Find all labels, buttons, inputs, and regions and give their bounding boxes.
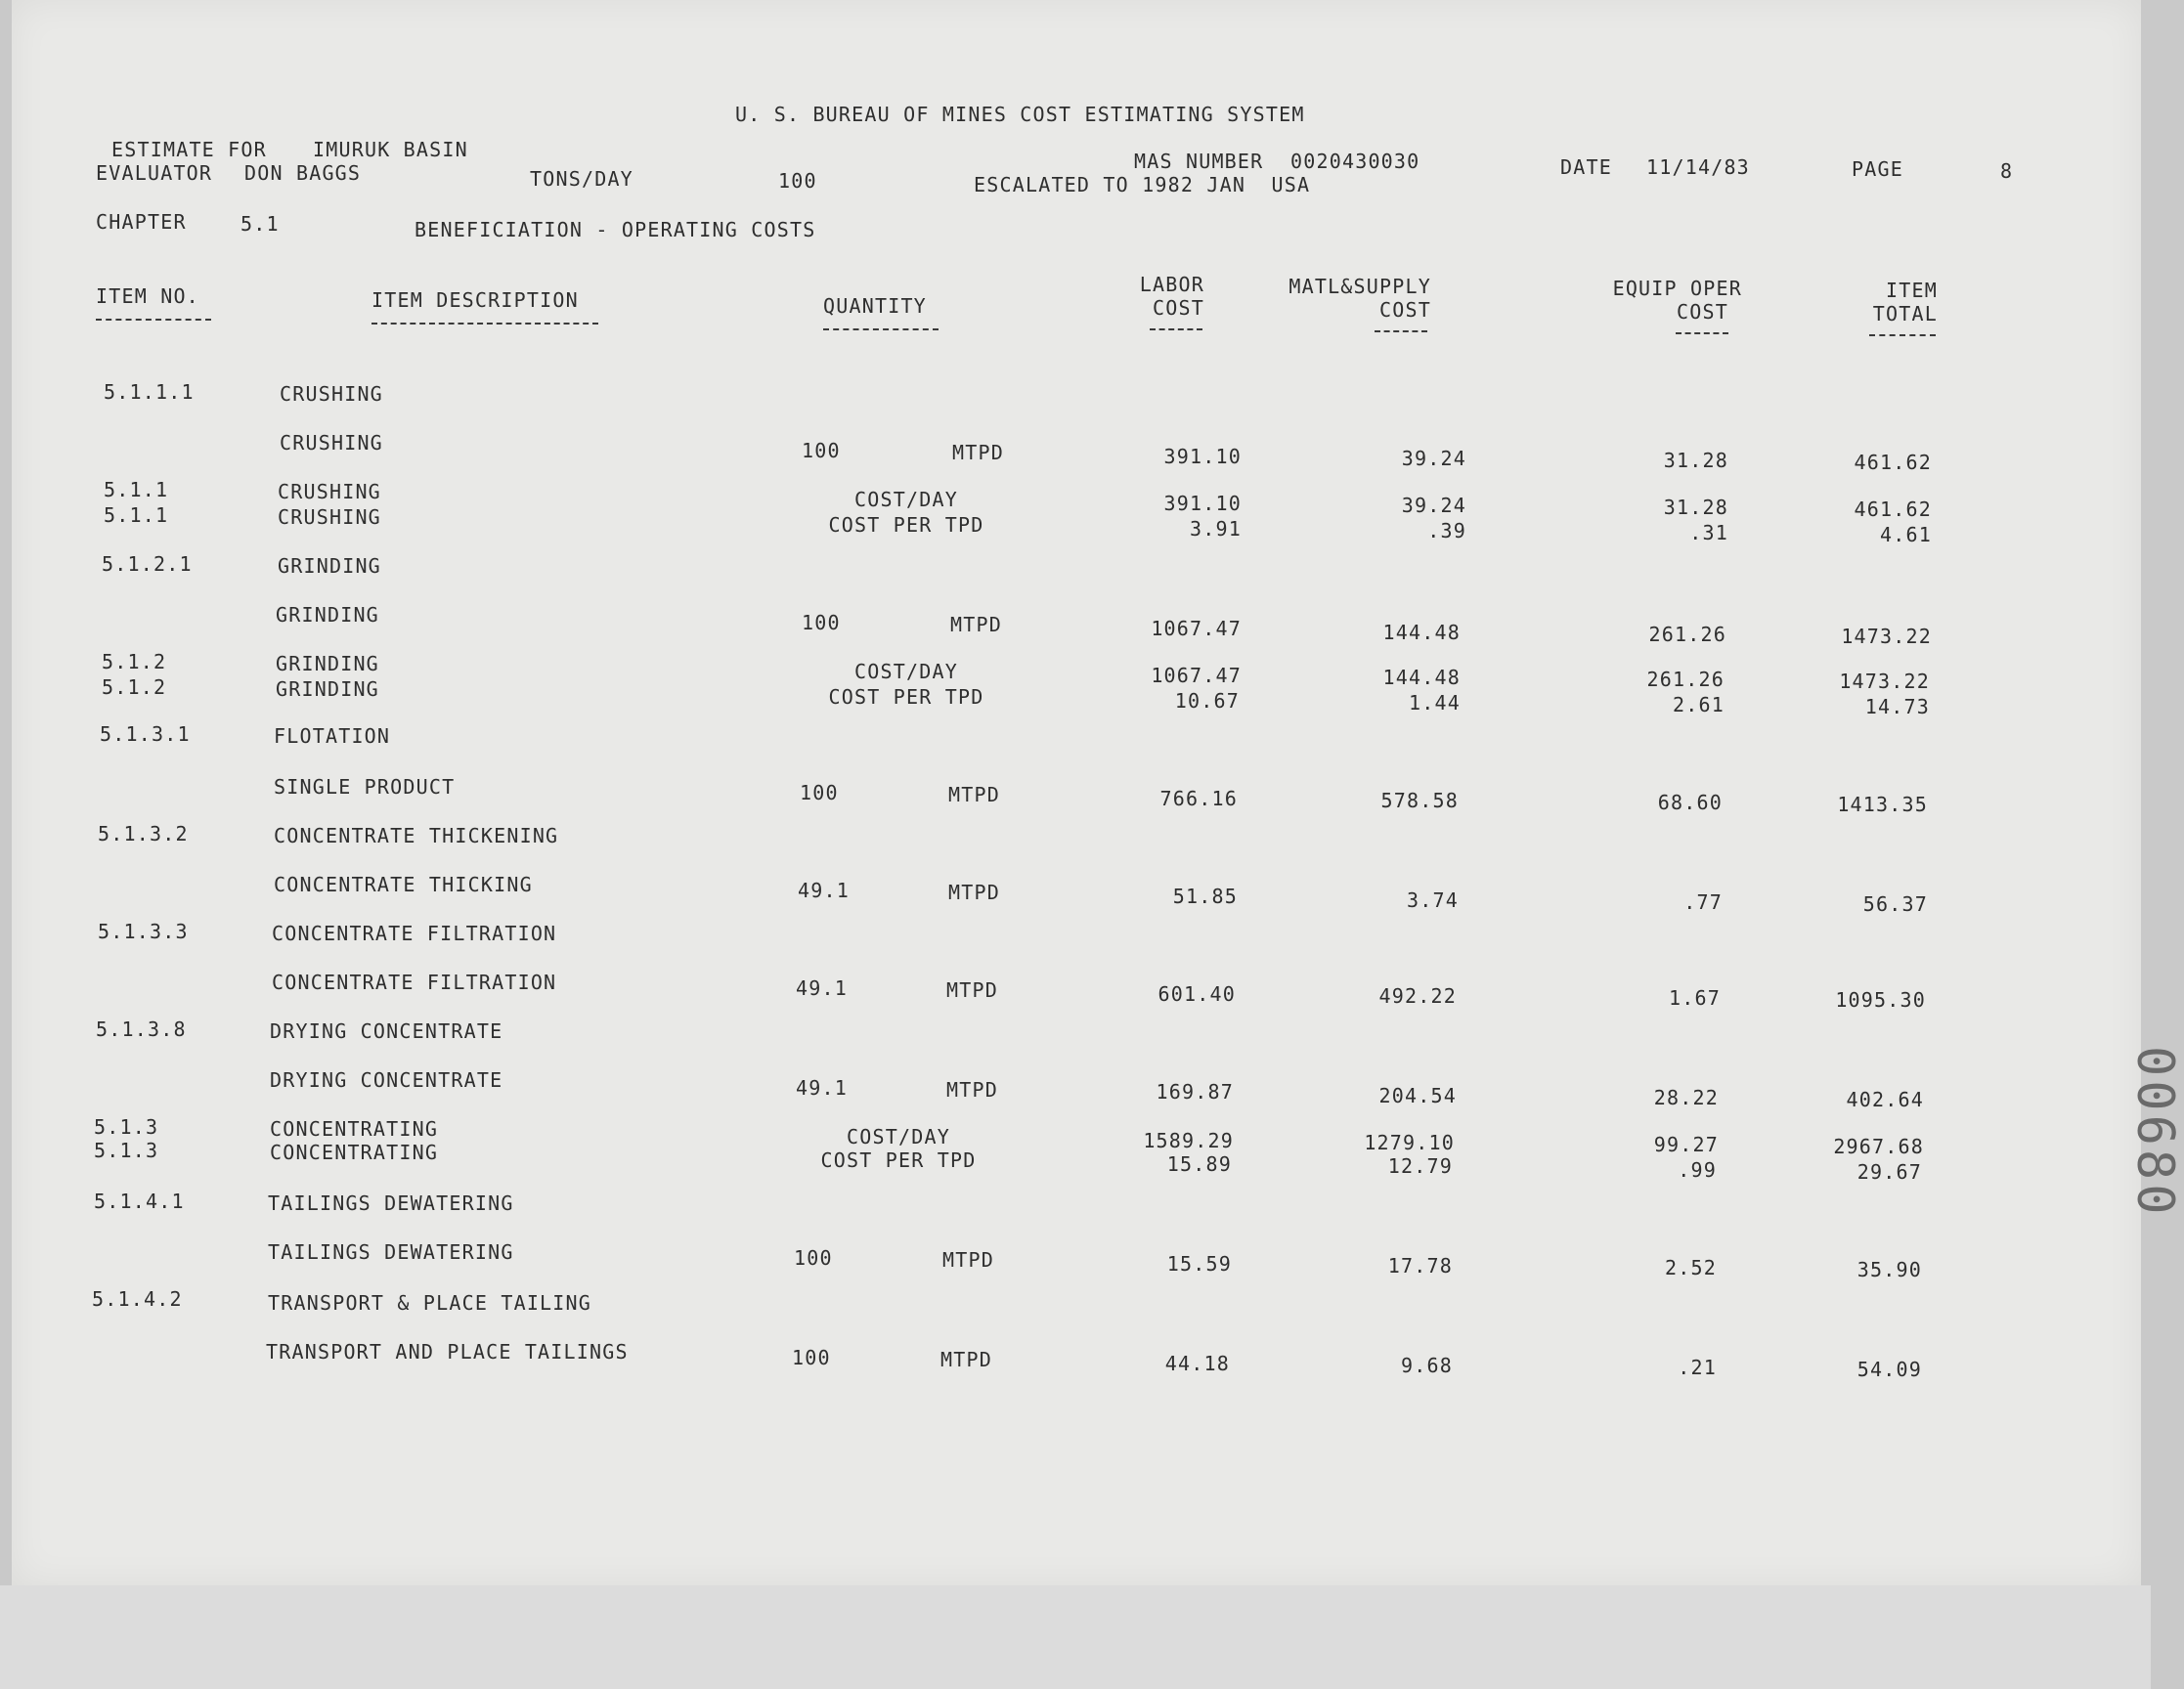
col-matl-line1: MATL&SUPPLY (1289, 275, 1431, 298)
row-description: CRUSHING (278, 480, 381, 503)
row-quantity: 49.1 (796, 976, 848, 1000)
row-description: GRINDING (278, 554, 381, 578)
row-matl-cost: 492.22 (1378, 984, 1457, 1008)
row-quantity: 100 (802, 439, 841, 462)
row-item-no: 5.1.3 (94, 1115, 159, 1139)
row-quantity: 100 (802, 611, 841, 634)
row-description: CONCENTRATING (270, 1141, 439, 1164)
row-description: GRINDING (276, 603, 379, 627)
row-item-no: 5.1.1 (104, 503, 169, 527)
row-labor-cost: 169.87 (1156, 1080, 1234, 1104)
row-labor-cost: 601.40 (1158, 982, 1236, 1006)
row-item-no: 5.1.2 (102, 675, 167, 699)
row-item-no: 5.1.3.8 (96, 1018, 187, 1041)
tons-day-value: 100 (778, 169, 817, 193)
row-item-no: 5.1.1.1 (104, 380, 195, 404)
chapter-label: CHAPTER (96, 210, 187, 234)
row-description: CONCENTRATING (270, 1117, 439, 1141)
evaluator-value: DON BAGGS (244, 161, 362, 185)
row-unit: MTPD (946, 1078, 998, 1102)
mas-number-label: MAS NUMBER (1134, 150, 1264, 173)
row-equip-cost: .99 (1678, 1158, 1717, 1182)
row-description: CRUSHING (280, 382, 383, 406)
row-quantity: 49.1 (798, 879, 850, 902)
col-matl-rule (1375, 330, 1427, 332)
row-unit: MTPD (948, 881, 1000, 904)
col-quantity: QUANTITY (823, 294, 927, 318)
row-item-total: 56.37 (1862, 892, 1928, 916)
side-stamp-number: 00680 (2125, 1046, 2184, 1219)
row-quantity: 100 (800, 781, 839, 804)
row-equip-cost: 261.26 (1646, 668, 1725, 691)
col-equip-line2: COST (1677, 300, 1728, 324)
col-equip-line1: EQUIP OPER (1612, 277, 1742, 300)
row-quantity: 49.1 (796, 1076, 848, 1100)
row-item-no: 5.1.3.3 (98, 920, 189, 943)
row-item-no: 5.1.2 (102, 650, 167, 673)
row-equip-cost: 68.60 (1657, 791, 1723, 814)
row-labor-cost: 766.16 (1159, 787, 1238, 810)
row-unit: MTPD (942, 1248, 994, 1272)
scan-background-strip (0, 1585, 2151, 1689)
chapter-title: BENEFICIATION - OPERATING COSTS (415, 218, 816, 241)
row-labor-cost: 391.10 (1163, 445, 1242, 468)
row-item-total: 4.61 (1880, 523, 1932, 546)
row-item-total: 1413.35 (1837, 793, 1928, 816)
row-equip-cost: 261.26 (1648, 623, 1726, 646)
row-matl-cost: 39.24 (1401, 494, 1466, 517)
col-total-rule (1869, 334, 1936, 336)
row-unit: MTPD (946, 978, 998, 1002)
row-description: SINGLE PRODUCT (274, 775, 456, 799)
estimate-for-value: IMURUK BASIN (313, 138, 468, 161)
system-title: U. S. BUREAU OF MINES COST ESTIMATING SYSTEM (735, 103, 1305, 126)
row-equip-cost: 2.52 (1665, 1256, 1717, 1279)
row-description: DRYING CONCENTRATE (270, 1019, 503, 1043)
col-labor-rule (1150, 328, 1202, 330)
row-matl-cost: 39.24 (1401, 447, 1466, 470)
row-cost-basis: COST/DAY (854, 660, 958, 683)
row-cost-basis: COST/DAY (854, 488, 958, 511)
col-labor-line2: COST (1153, 296, 1204, 320)
row-item-total: 1095.30 (1835, 988, 1926, 1012)
row-item-no: 5.1.3.1 (100, 722, 191, 746)
row-description: TRANSPORT AND PLACE TAILINGS (266, 1340, 629, 1364)
col-matl-line2: COST (1379, 298, 1431, 322)
row-item-total: 1473.22 (1839, 670, 1930, 693)
row-unit: MTPD (950, 613, 1002, 636)
row-item-no: 5.1.2.1 (102, 552, 193, 576)
row-description: CONCENTRATE THICKING (274, 873, 533, 896)
row-labor-cost: 15.89 (1166, 1152, 1232, 1176)
row-description: TAILINGS DEWATERING (268, 1240, 514, 1264)
row-cost-basis: COST PER TPD (820, 1148, 977, 1172)
row-item-total: 461.62 (1854, 451, 1932, 474)
row-labor-cost: 51.85 (1172, 885, 1238, 908)
row-labor-cost: 1067.47 (1151, 617, 1242, 640)
row-description: DRYING CONCENTRATE (270, 1068, 503, 1092)
col-item-no-rule (96, 319, 211, 321)
row-description: FLOTATION (274, 724, 391, 748)
row-item-no: 5.1.1 (104, 478, 169, 501)
col-item-description: ITEM DESCRIPTION (371, 288, 579, 312)
row-item-no: 5.1.4.1 (94, 1190, 185, 1213)
col-labor-line1: LABOR (1139, 273, 1204, 296)
col-item-no: ITEM NO. (96, 284, 199, 308)
row-matl-cost: 578.58 (1380, 789, 1459, 812)
row-description: GRINDING (276, 677, 379, 701)
row-matl-cost: 17.78 (1387, 1254, 1453, 1278)
col-item-description-rule (371, 323, 598, 325)
row-quantity: 100 (792, 1346, 831, 1369)
row-description: GRINDING (276, 652, 379, 675)
page-label: PAGE (1852, 157, 1903, 181)
col-total-line2: TOTAL (1872, 302, 1938, 325)
page-number: 8 (2000, 159, 2014, 183)
row-cost-basis: COST/DAY (847, 1125, 950, 1148)
row-description: CRUSHING (280, 431, 383, 455)
row-equip-cost: 31.28 (1663, 449, 1728, 472)
row-item-no: 5.1.3.2 (98, 822, 189, 845)
row-item-no: 5.1.3 (94, 1139, 159, 1162)
row-labor-cost: 10.67 (1174, 689, 1240, 713)
row-item-total: 54.09 (1856, 1358, 1922, 1381)
evaluator-label: EVALUATOR (96, 161, 213, 185)
date-label: DATE (1560, 155, 1612, 179)
row-unit: MTPD (952, 441, 1004, 464)
row-item-total: 402.64 (1846, 1088, 1924, 1111)
row-matl-cost: .39 (1427, 519, 1466, 542)
row-item-total: 29.67 (1856, 1160, 1922, 1184)
row-matl-cost: 9.68 (1401, 1354, 1453, 1377)
col-equip-rule (1676, 332, 1728, 334)
row-matl-cost: 3.74 (1407, 888, 1459, 912)
row-equip-cost: 31.28 (1663, 496, 1728, 519)
row-item-total: 35.90 (1856, 1258, 1922, 1281)
row-description: CONCENTRATE FILTRATION (272, 922, 557, 945)
row-cost-basis: COST PER TPD (828, 513, 984, 537)
row-item-total: 1473.22 (1841, 625, 1932, 648)
row-unit: MTPD (940, 1348, 992, 1371)
row-description: CONCENTRATE FILTRATION (272, 971, 557, 994)
row-labor-cost: 3.91 (1190, 517, 1242, 541)
row-item-total: 14.73 (1864, 695, 1930, 718)
row-unit: MTPD (948, 783, 1000, 806)
date-value: 11/14/83 (1646, 155, 1750, 179)
row-matl-cost: 12.79 (1387, 1154, 1453, 1178)
col-quantity-rule (823, 328, 939, 330)
chapter-number: 5.1 (240, 212, 280, 236)
document-sheet (12, 0, 2184, 1585)
row-equip-cost: 99.27 (1653, 1133, 1719, 1156)
row-equip-cost: .77 (1683, 890, 1723, 914)
row-item-total: 461.62 (1854, 498, 1932, 521)
row-matl-cost: 1.44 (1409, 691, 1461, 715)
row-description: TRANSPORT & PLACE TAILING (268, 1291, 592, 1315)
row-labor-cost: 1067.47 (1151, 664, 1242, 687)
row-labor-cost: 1589.29 (1143, 1129, 1234, 1152)
row-equip-cost: 28.22 (1653, 1086, 1719, 1109)
row-item-total: 2967.68 (1833, 1135, 1924, 1158)
col-total-line1: ITEM (1886, 279, 1938, 302)
row-equip-cost: 1.67 (1669, 986, 1721, 1010)
row-description: TAILINGS DEWATERING (268, 1191, 514, 1215)
row-matl-cost: 1279.10 (1364, 1131, 1455, 1154)
row-cost-basis: COST PER TPD (828, 685, 984, 709)
estimate-for-label: ESTIMATE FOR (111, 138, 267, 161)
row-matl-cost: 144.48 (1382, 666, 1461, 689)
tons-day-label: TONS/DAY (530, 167, 633, 191)
row-equip-cost: .21 (1678, 1356, 1717, 1379)
row-equip-cost: .31 (1689, 521, 1728, 544)
row-description: CONCENTRATE THICKENING (274, 824, 559, 847)
row-labor-cost: 391.10 (1163, 492, 1242, 515)
row-item-no: 5.1.4.2 (92, 1287, 183, 1311)
mas-number-value: 0020430030 (1290, 150, 1420, 173)
escalated-note: ESCALATED TO 1982 JAN USA (974, 173, 1311, 196)
row-labor-cost: 15.59 (1166, 1252, 1232, 1276)
row-equip-cost: 2.61 (1673, 693, 1725, 716)
row-quantity: 100 (794, 1246, 833, 1270)
row-matl-cost: 204.54 (1378, 1084, 1457, 1107)
row-matl-cost: 144.48 (1382, 621, 1461, 644)
row-labor-cost: 44.18 (1164, 1352, 1230, 1375)
row-description: CRUSHING (278, 505, 381, 529)
